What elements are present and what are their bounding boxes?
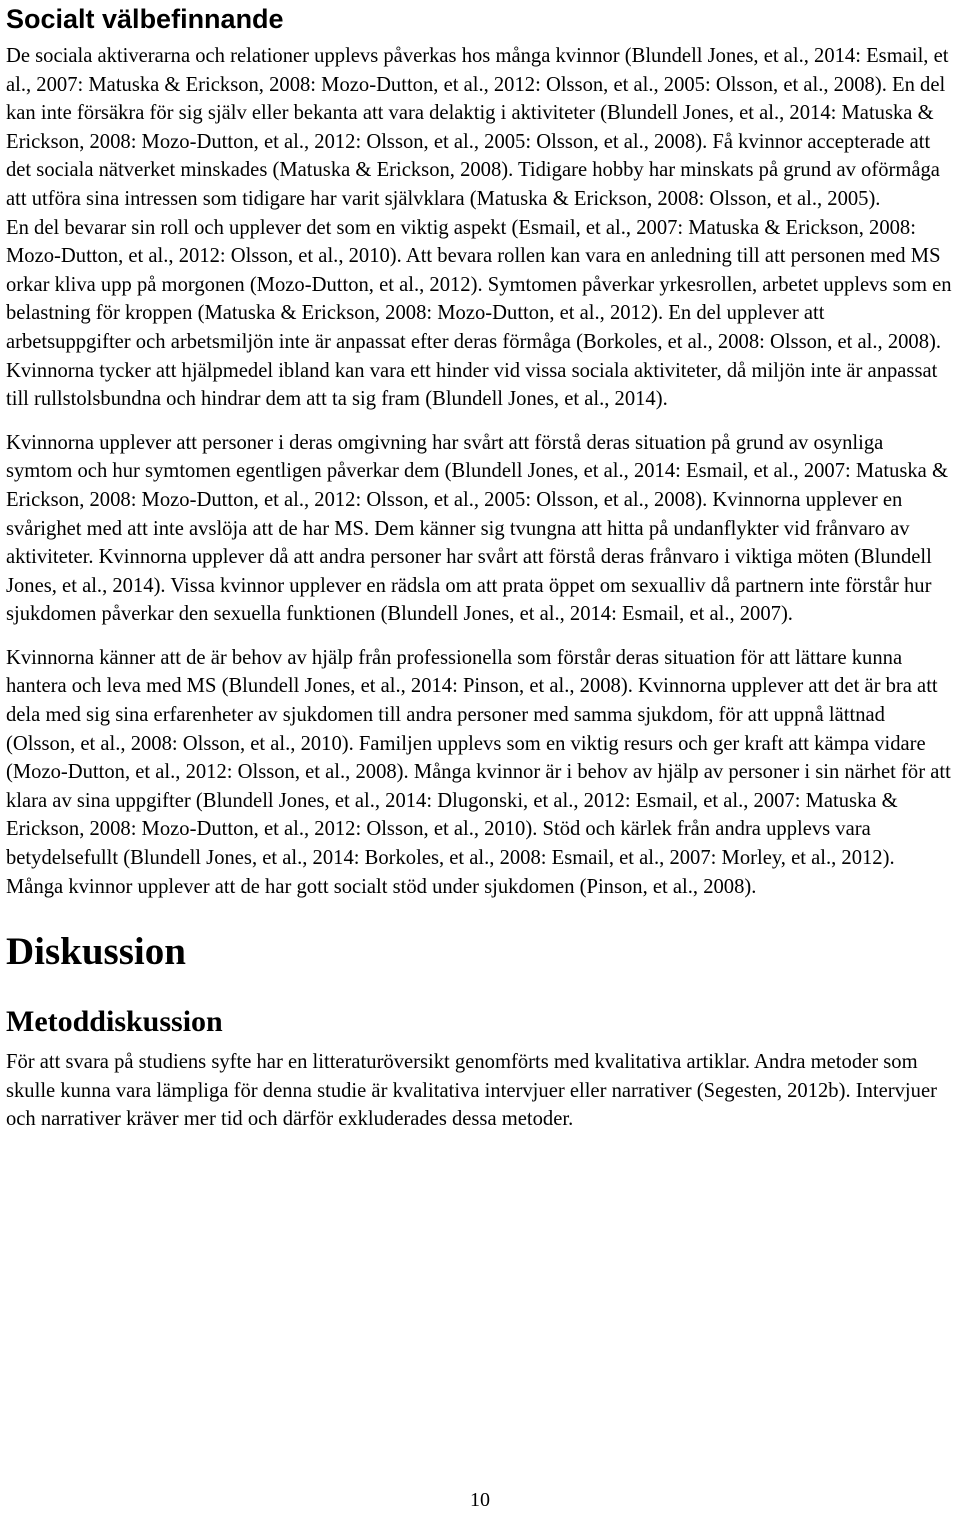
page-number: 10 <box>470 1489 490 1511</box>
section-heading-socialt-valbefinnande: Socialt välbefinnande <box>6 4 284 34</box>
paragraph-method: För att svara på studiens syfte har en litteraturöversikt genomförts med kvalitativa artiklar. Andra metoder som skulle kunna vara lämpliga för denna studie är kvalitativa intervjuer eller narrativer (Segesten, 2012b). Intervjuer och narrativer kräver mer tid och därför exkluderades dessa metoder. <box>6 1051 937 1131</box>
paragraph-social-understanding: Kvinnorna upplever att personer i deras omgivning har svårt att förstå deras situation på grund av osynliga symtom och hur symtomen egentligen påverkar dem (Blundell Jones, et al., 2014: Esmail, et al., 2007: Matuska & Erickson, 2008: Mozo-Dutton, et al., 2012: Olsson, et al., 2005: Olsson, et al., 2008). Kvinnorna upplever en svårighet med att inte avslöja att de har MS. Dem känner sig tvungna att hitta på undanflykter vid frånvaro av aktiviteter. Kvinnorna upplever då att andra personer har svårt att förstå deras frånvaro i viktiga möten (Blundell Jones, et al., 2014). Vissa kvinnor upplever en rädsla om att prata öppet om sexualliv då partnern inte förstår hur sjukdomen påverkar den sexuella funktionen (Blundell Jones, et al., 2014: Esmail, et al., 2007). <box>6 431 948 626</box>
paragraph-social-roles: En del bevarar sin roll och upplever det som en viktig aspekt (Esmail, et al., 2007: Matuska & Erickson, 2008: Mozo-Dutton, et al., 2012: Olsson, et al., 2010). Att bevara rollen kan vara en anledning till att personen med MS orkar kliva upp på morgonen (Mozo-Dutton, et al., 2012). Symtomen påverkar yrkesrollen, arbetet upplevs som en belastning för kroppen (Matuska & Erickson, 2008: Mozo-Dutton, et al., 2012). En del upplever att arbetsuppgifter och arbetsmiljön inte är anpassat efter deras förmåga (Borkoles, et al., 2008: Olsson, et al., 2008). Kvinnorna tycker att hjälpmedel ibland kan vara ett hinder vid vissa sociala aktiviteter, då miljön inte är anpassat till rullstolsbundna och hindrar dem att ta sig fram (Blundell Jones, et al., 2014). <box>6 216 952 411</box>
paragraph-social-activities: De sociala aktiverarna och relationer upplevs påverkas hos många kvinnor (Blundell Jones, et al., 2014: Esmail, et al., 2007: Matuska & Erickson, 2008: Mozo-Dutton, et al., 2012: Olsson, et al., 2005: Olsson, et al., 2008). En del kan inte försäkra för sig själv eller bekanta att vara delaktig i aktiviteter (Blundell Jones, et al., 2014: Matuska & Erickson, 2008: Mozo-Dutton, et al., 2012: Olsson, et al., 2005: Olsson, et al., 2008). Få kvinnor accepterade att det sociala nätverket minskades (Matuska & Erickson, 2008). Tidigare hobby har minskats på grund av oförmåga att utföra sina intressen som tidigare har varit självklara (Matuska & Erickson, 2008: Olsson, et al., 2005). <box>6 45 949 210</box>
heading-diskussion: Diskussion <box>6 930 186 974</box>
paragraph-social-support: Kvinnorna känner att de är behov av hjälp från professionella som förstår deras situation för att lättare kunna hantera och leva med MS (Blundell Jones, et al., 2014: Pinson, et al., 2008). Kvinnorna upplever att det är bra att dela med sig sina erfarenheter av sjukdomen till andra personer med samma sjukdom, för att uppnå lättnad (Olsson, et al., 2008: Olsson, et al., 2010). Familjen upplevs som en viktig resurs och ger kraft att kämpa vidare (Mozo-Dutton, et al., 2012: Olsson, et al., 2008). Många kvinnor är i behov av hjälp av personer i sin närhet för att klara av sina uppgifter (Blundell Jones, et al., 2014: Dlugonski, et al., 2012: Esmail, et al., 2007: Matuska & Erickson, 2008: Mozo-Dutton, et al., 2012: Olsson, et al., 2010). Stöd och kärlek från andra upplevs vara betydelsefullt (Blundell Jones, et al., 2014: Borkoles, et al., 2008: Esmail, et al., 2007: Morley, et al., 2012). Många kvinnor upplever att de har gott socialt stöd under sjukdomen (Pinson, et al., 2008). <box>6 646 951 898</box>
document-page <box>6 0 954 1134</box>
heading-metoddiskussion: Metoddiskussion <box>6 1005 223 1039</box>
